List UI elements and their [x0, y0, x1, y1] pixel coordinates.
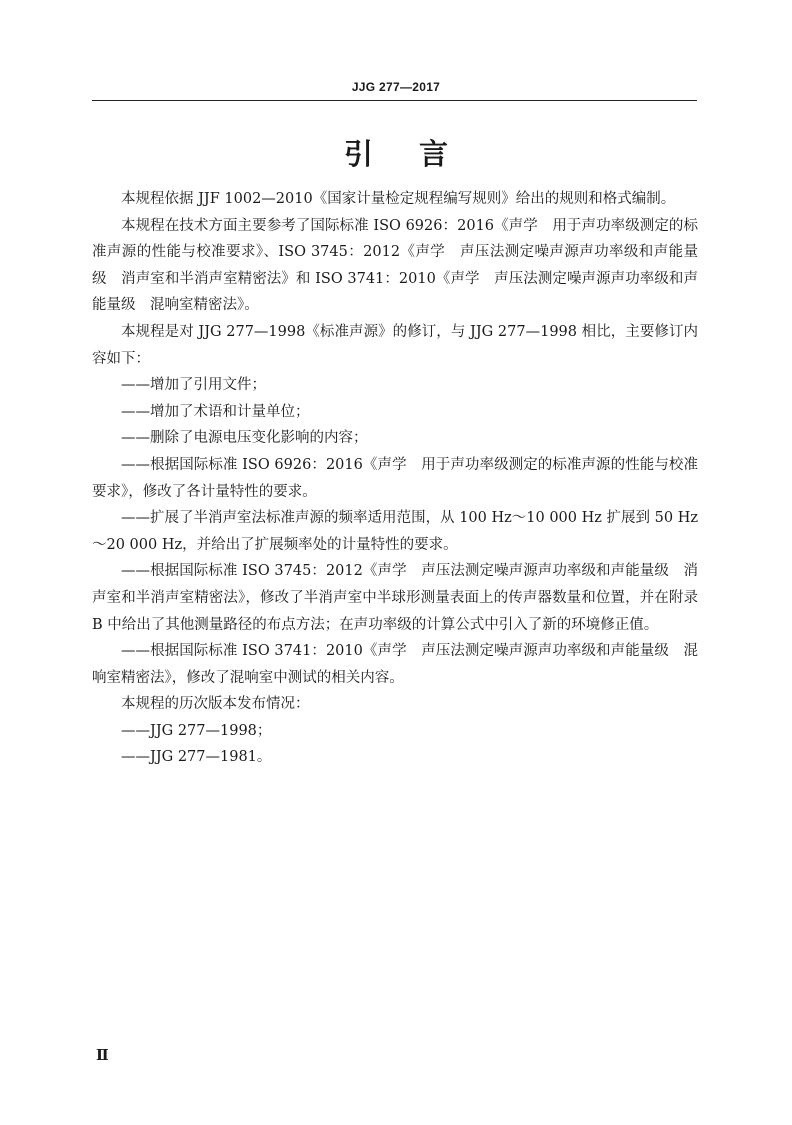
list-item-version: ——JJG 277—1981。	[121, 749, 272, 766]
list-item-change: ——增加了引用文件；	[121, 377, 266, 394]
list-item-change: ——删除了电源电压变化影响的内容；	[121, 430, 368, 447]
page-number: Ⅱ	[96, 1046, 109, 1064]
list-item-change: ——根据国际标准 ISO 3745：2012《声学 声压法测定噪声源声功率级和声能量级 消声室和半消声室精密法》，修改了半消声室中半球形测量表面上的传声器数量和位置，并在附录 B 中给出了其他测量路径的布点方法；在声功率级的计算公式中引入了新的环境修正值。	[92, 563, 698, 633]
header-rule	[92, 100, 697, 101]
list-item-change: ——根据国际标准 ISO 3741：2010《声学 声压法测定噪声源声功率级和声能量级 混响室精密法》，修改了混响室中测试的相关内容。	[92, 643, 698, 686]
list-item-change: ——增加了术语和计量单位；	[121, 403, 310, 420]
list-item-change: ——扩展了半消声室法标准声源的频率适用范围，从 100 Hz～10 000 Hz 扩展到 50 Hz～20 000 Hz，并给出了扩展频率处的计量特性的要求。	[92, 510, 698, 553]
introduction-body	[92, 186, 698, 771]
standard-code-header: JJG 277—2017	[351, 80, 441, 94]
paragraph-references: 本规程在技术方面主要参考了国际标准 ISO 6926：2016《声学 用于声功率级测定的标准声源的性能与校准要求》、ISO 3745：2012《声学 声压法测定噪声源声功率级和声能量级 消声室和半消声室精密法》和 ISO 3741：2010《声学 声压法测定噪声源声功率级和声能量级 混响室精密法》。	[92, 217, 698, 314]
paragraph-basis: 本规程依据 JJF 1002—2010《国家计量检定规程编写规则》给出的规则和格式编制。	[121, 191, 676, 207]
list-item-change: ——根据国际标准 ISO 6926：2016《声学 用于声功率级测定的标准声源的性能与校准要求》，修改了各计量特性的要求。	[92, 456, 698, 500]
page-title: 引言	[343, 137, 494, 171]
paragraph-version-history: 本规程的历次版本发布情况：	[121, 696, 310, 713]
paragraph-revision-intro: 本规程是对 JJG 277—1998《标准声源》的修订，与 JJG 277—1998 相比，主要修订内容如下：	[92, 323, 698, 367]
list-item-version: ——JJG 277—1998；	[121, 722, 272, 739]
